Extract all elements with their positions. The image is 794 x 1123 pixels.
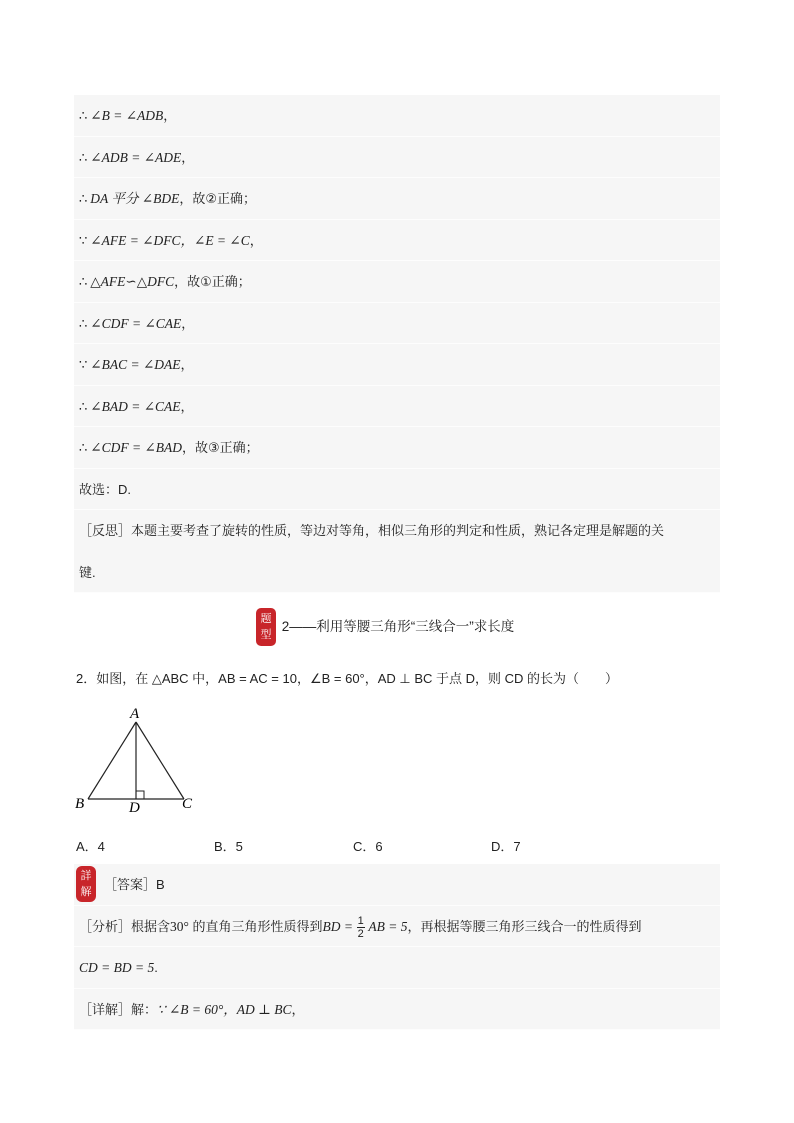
option-c[interactable]: C．6 [353, 839, 383, 854]
reflection-line-1: ［反思］本题主要考查了旋转的性质，等边对等角，相似三角形的判定和性质，熟记各定理是解题的关 [79, 523, 665, 538]
answer-line: ［答案］B [74, 864, 720, 906]
step-symbol: ∴ [79, 149, 88, 165]
label-c: C [182, 796, 193, 812]
step-suffix: ， [180, 357, 194, 372]
section-heading [256, 607, 514, 647]
step-math: DA 平分 ∠BDE [90, 191, 180, 206]
step-suffix: ， [181, 149, 195, 165]
detail-seal-icon: 詳 解 [76, 866, 96, 902]
section-title: 2——利用等腰三角形“三线合一”求长度 [281, 619, 515, 634]
step-symbol: ∴ [79, 315, 88, 331]
solution-step [74, 386, 720, 428]
step-symbol: ∴ [79, 108, 88, 123]
reflection-line-2: 键. [74, 552, 720, 594]
step-symbol: ∵ [79, 232, 88, 248]
question-text: 2．如图，在 △ABC 中，AB = AC = 10，∠B = 60°，AD ⊥ BC 于点 D，则 CD 的长为（ ） [76, 671, 619, 686]
step-math: ∠BAD = ∠CAE [90, 398, 181, 414]
solution-step [74, 344, 720, 386]
step-suffix: ， [180, 398, 194, 414]
label-d: D [129, 800, 140, 816]
solution-step [74, 427, 720, 469]
step-symbol: ∴ [79, 398, 88, 414]
step-math: ∠AFE = ∠DFC，∠E = ∠C [90, 232, 250, 248]
step-math: ∠CDF = ∠BAD [90, 440, 183, 455]
step-math: ∠CDF = ∠CAE [90, 315, 182, 331]
solution-step [74, 137, 720, 179]
solution-step [74, 95, 720, 137]
side-ab [88, 722, 136, 799]
side-ac [136, 722, 184, 799]
solution-step [74, 178, 720, 220]
step-suffix: ， [249, 232, 263, 248]
option-a[interactable]: A．4 [76, 839, 105, 854]
step-suffix: ， [181, 315, 195, 331]
step-symbol: ∴ [79, 440, 88, 455]
step-math: △AFE∽△DFC [90, 274, 175, 289]
step-math: ∠ADB = ∠ADE [90, 149, 182, 165]
solution-step [74, 261, 720, 303]
analysis-line: ［分析］根据含30° 的直角三角形性质得到BD = $\frac{1}{2}$ AB = 5，再根据等腰三角形三线合一的性质得到 [74, 906, 720, 948]
step-suffix: ，故②正确； [179, 191, 256, 206]
right-angle-mark [136, 791, 144, 799]
answer-panel [74, 864, 720, 1030]
solution-panel [74, 95, 720, 593]
solution-step [74, 220, 720, 262]
label-b: B [75, 796, 85, 812]
analysis-line-2: CD = BD = 5. [74, 947, 720, 989]
option-b[interactable]: B．5 [214, 839, 243, 854]
fraction: $\frac{1}{2}$ [357, 914, 364, 940]
triangle-figure [74, 702, 204, 817]
solution-step [74, 303, 720, 345]
step-math: ∠BAC = ∠DAE [90, 357, 181, 372]
detail-line: ［详解］解：∵ ∠B = 60°，AD ⊥ BC， [74, 989, 720, 1031]
option-d[interactable]: D．7 [491, 839, 521, 854]
question-type-seal-icon: 题 型 [256, 608, 276, 646]
step-math: ∠B = ∠ADB [90, 108, 164, 123]
step-suffix: ， [163, 108, 177, 123]
step-symbol: ∵ [79, 357, 88, 372]
step-suffix: ，故①正确； [174, 274, 251, 289]
step-symbol: ∴ [79, 274, 88, 289]
choice-line: 故选：D. [74, 469, 720, 511]
step-suffix: ，故③正确； [182, 440, 259, 455]
step-symbol: ∴ [79, 191, 88, 206]
label-a: A [130, 706, 140, 722]
